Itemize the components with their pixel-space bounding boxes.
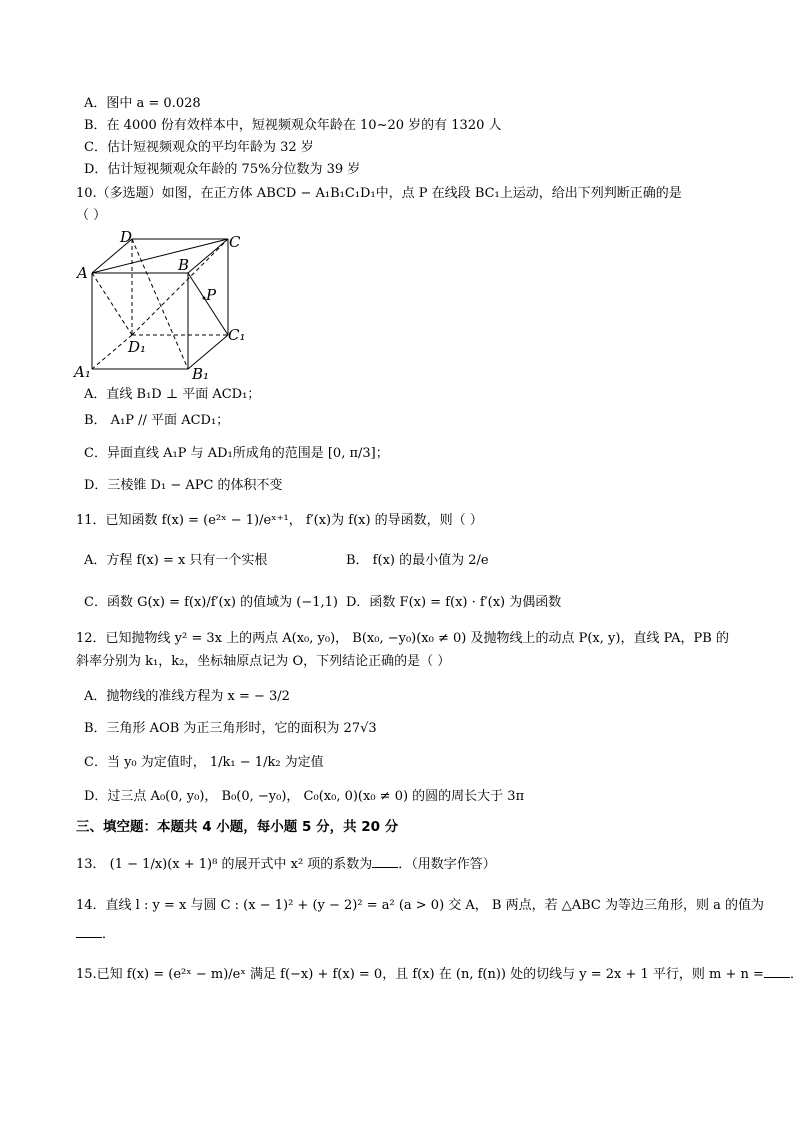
q11-option-a: A．方程 f(x) = x 只有一个实根 (84, 553, 268, 568)
label-c: C (229, 233, 241, 251)
q12-option-d: D．过三点 A₀(0, y₀)， B₀(0, −y₀)， C₀(x₀, 0)(x₀ ≠ 0) 的圆的周长大于 3π (84, 789, 525, 804)
q12-option-c: C．当 y₀ 为定值时， 1/k₁ − 1/k₂ 为定值 (84, 755, 324, 770)
q9-option-b: B．在 4000 份有效样本中，短视频观众年龄在 10~20 岁的有 1320 人 (84, 118, 502, 133)
label-b: B (178, 256, 190, 274)
q15-answer-blank[interactable] (764, 965, 790, 978)
q15-tail: ． (789, 967, 803, 982)
q11-option-b: B． f(x) 的最小值为 2/e (346, 553, 489, 568)
q12-option-b: B．三角形 AOB 为正三角形时，它的面积为 27√3 (84, 721, 377, 736)
q10-paren: （ ） (76, 208, 107, 223)
q9-option-d: D．估计短视频观众年龄的 75%分位数为 39 岁 (84, 162, 361, 177)
label-p: P (206, 286, 217, 304)
q10-option-c: C．异面直线 A₁P 与 AD₁所成角的范围是 [0, π/3]； (84, 446, 389, 461)
cube-figure (72, 228, 252, 383)
label-d1: D₁ (128, 338, 147, 356)
q10-stem: 10.（多选题）如图，在正方体 ABCD − A₁B₁C₁D₁中，点 P 在线段 BC₁上运动，给出下列判断正确的是 (76, 186, 682, 201)
q12-option-a: A．抛物线的准线方程为 x = − 3/2 (84, 689, 290, 704)
q13-answer-blank[interactable] (372, 855, 398, 868)
q13-stem: 13． (1 − 1/x)(x + 1)⁸ 的展开式中 x² 项的系数为 (76, 857, 373, 872)
label-a1: A₁ (74, 363, 91, 381)
q11-option-c: C．函数 G(x) = f(x)/f′(x) 的值域为 (−1,1) (84, 595, 338, 610)
q9-option-c: C．估计短视频观众的平均年龄为 32 岁 (84, 140, 314, 155)
section-3-heading: 三、填空题：本题共 4 小题，每小题 5 分，共 20 分 (76, 819, 399, 835)
q12-stem-line2: 斜率分别为 k₁，k₂，坐标轴原点记为 O，下列结论正确的是（ ） (76, 654, 451, 669)
q14-stem: 14．直线 l : y = x 与圆 C : (x − 1)² + (y − 2)² = a² (a > 0) 交 A， B 两点，若 △ABC 为等边三角形，则 a 的值为 (76, 898, 765, 913)
q10-option-a: A．直线 B₁D ⊥ 平面 ACD₁； (84, 387, 261, 402)
q15-stem: 15.已知 f(x) = (e²ˣ − m)/eˣ 满足 f(−x) + f(x) = 0，且 f(x) 在 (n, f(n)) 处的切线与 y = 2x + 1 平行，则 m + n = (76, 967, 764, 982)
q15-line (76, 965, 803, 984)
q10-option-d: D．三棱锥 D₁ − APC 的体积不变 (84, 478, 283, 493)
q13-tail: ．（用数字作答） (398, 857, 496, 872)
q14-answer-blank[interactable] (76, 925, 102, 938)
q14-line2 (76, 925, 115, 944)
q11-stem: 11．已知函数 f(x) = (e²ˣ − 1)/eˣ⁺¹， f′(x)为 f(x) 的导函数，则（ ） (76, 513, 483, 528)
label-a: A (77, 264, 88, 282)
label-b1: B₁ (192, 365, 210, 383)
q13-line (76, 855, 496, 874)
q14-tail: ． (102, 927, 116, 942)
q11-option-d: D．函数 F(x) = f(x) · f′(x) 为偶函数 (346, 595, 562, 610)
label-d: D (120, 228, 133, 246)
q10-option-b: B． A₁P // 平面 ACD₁； (84, 413, 230, 428)
label-c1: C₁ (228, 326, 246, 344)
q12-stem-line1: 12．已知抛物线 y² = 3x 上的两点 A(x₀, y₀)， B(x₀, −y₀)(x₀ ≠ 0) 及抛物线上的动点 P(x, y)，直线 PA，PB 的 (76, 631, 729, 646)
q9-option-a: A．图中 a = 0.028 (84, 96, 201, 111)
